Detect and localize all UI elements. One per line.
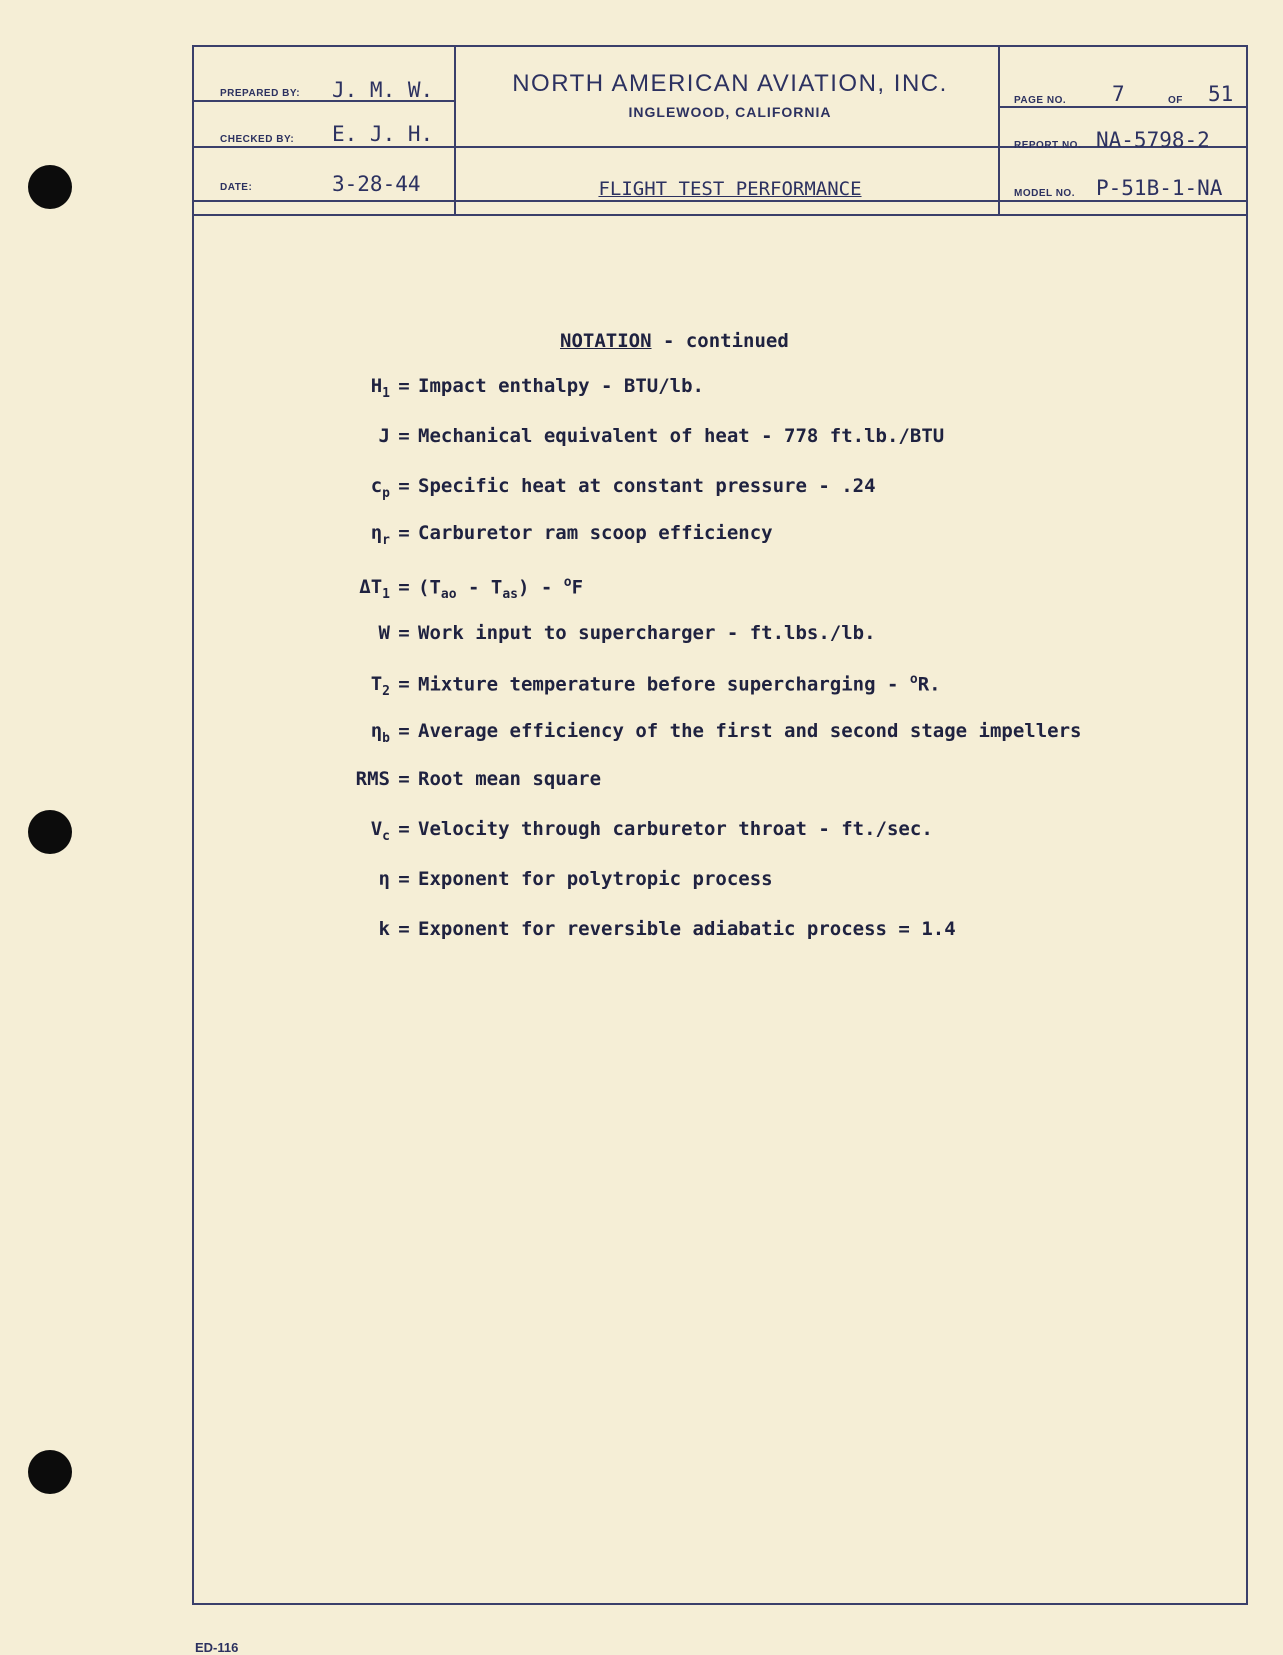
company-name: NORTH AMERICAN AVIATION, INC. — [512, 70, 948, 97]
checked-by-label: CHECKED BY: — [220, 134, 295, 145]
notation-row — [300, 575, 583, 605]
model-label: MODEL NO. — [1014, 188, 1075, 199]
notation-description: Root mean square — [418, 768, 602, 790]
notation-row — [300, 720, 1081, 750]
notation-symbol: η — [378, 868, 390, 890]
equals-sign: = — [398, 768, 410, 790]
company-location: INGLEWOOD, CALIFORNIA — [628, 104, 832, 120]
equals-sign: = — [398, 720, 410, 742]
prepared-by-label: PREPARED BY: — [220, 88, 301, 99]
report-subject: FLIGHT TEST PERFORMANCE — [598, 178, 862, 200]
report-number: NA-5798-2 — [1096, 128, 1210, 152]
notation-heading — [560, 330, 940, 352]
binder-hole-middle — [28, 810, 72, 854]
page-total: 51 — [1208, 82, 1234, 106]
notation-heading-suffix: - continued — [651, 330, 789, 352]
notation-description: $(T_{ao} - T_{as}) - ^oF$ — [418, 575, 584, 603]
notation-symbol: $\Delta T_1$ — [359, 576, 390, 603]
prepared-by-value: J. M. W. — [332, 78, 434, 102]
notation-symbol: $\eta_b$ — [370, 720, 390, 746]
page-label: PAGE NO. — [1014, 95, 1067, 106]
date-label: DATE: — [220, 182, 253, 193]
notation-row — [300, 622, 876, 652]
notation-row — [300, 918, 956, 948]
notation-description: Mechanical equivalent of heat - 778 ft.lb./BTU — [418, 425, 945, 447]
notation-row — [300, 768, 601, 798]
notation-row — [300, 475, 876, 505]
model-number: P-51B-1-NA — [1096, 176, 1223, 200]
notation-description: Work input to supercharger - ft.lbs./lb. — [418, 622, 876, 644]
binder-hole-top — [28, 165, 72, 209]
of-label: OF — [1168, 95, 1183, 106]
page-number: 7 — [1112, 82, 1125, 106]
equals-sign: = — [398, 425, 410, 447]
notation-description: Impact enthalpy - BTU/lb. — [418, 375, 704, 397]
form-identifier: ED-116 — [195, 1640, 239, 1655]
header-rule — [192, 146, 1248, 148]
equals-sign: = — [398, 818, 410, 840]
notation-description: Exponent for reversible adiabatic process = 1.4 — [418, 918, 956, 940]
binder-hole-bottom — [28, 1450, 72, 1494]
report-label: REPORT NO. — [1014, 140, 1082, 151]
notation-symbol: W — [378, 622, 390, 644]
checked-by-value: E. J. H. — [332, 122, 434, 146]
notation-symbol: $V_c$ — [370, 818, 390, 844]
notation-row — [300, 522, 773, 552]
equals-sign: = — [398, 375, 410, 397]
notation-symbol: RMS — [355, 768, 390, 790]
notation-symbol: J — [378, 425, 390, 447]
equals-sign: = — [398, 918, 410, 940]
notation-row — [300, 375, 704, 405]
header-rule — [1000, 106, 1248, 108]
equals-sign: = — [398, 673, 410, 696]
equals-sign: = — [398, 475, 410, 497]
notation-description: Specific heat at constant pressure - .24 — [418, 475, 876, 497]
notation-row — [300, 672, 941, 702]
notation-description: Average efficiency of the first and second stage impellers — [418, 720, 1082, 742]
notation-row — [300, 425, 944, 455]
notation-row — [300, 868, 773, 898]
equals-sign: = — [398, 522, 410, 544]
header-divider — [454, 45, 456, 215]
notation-description: Velocity through carburetor throat - ft./sec. — [418, 818, 933, 840]
equals-sign: = — [398, 576, 410, 599]
notation-row — [300, 818, 933, 848]
header-rule — [192, 214, 1248, 216]
notation-description: Mixture temperature before supercharging - $^o$R. — [418, 672, 941, 696]
notation-heading-main: NOTATION — [560, 330, 652, 352]
date-value: 3-28-44 — [332, 172, 421, 196]
notation-symbol: $H_1$ — [370, 375, 390, 401]
header-rule — [192, 200, 1248, 202]
notation-description: Exponent for polytropic process — [418, 868, 773, 890]
notation-symbol: $c_p$ — [370, 475, 390, 501]
notation-symbol: k — [378, 918, 390, 940]
equals-sign: = — [398, 868, 410, 890]
equals-sign: = — [398, 622, 410, 644]
notation-symbol: $\eta_r$ — [370, 522, 390, 548]
notation-symbol: $T_2$ — [370, 673, 390, 700]
notation-description: Carburetor ram scoop efficiency — [418, 522, 773, 544]
